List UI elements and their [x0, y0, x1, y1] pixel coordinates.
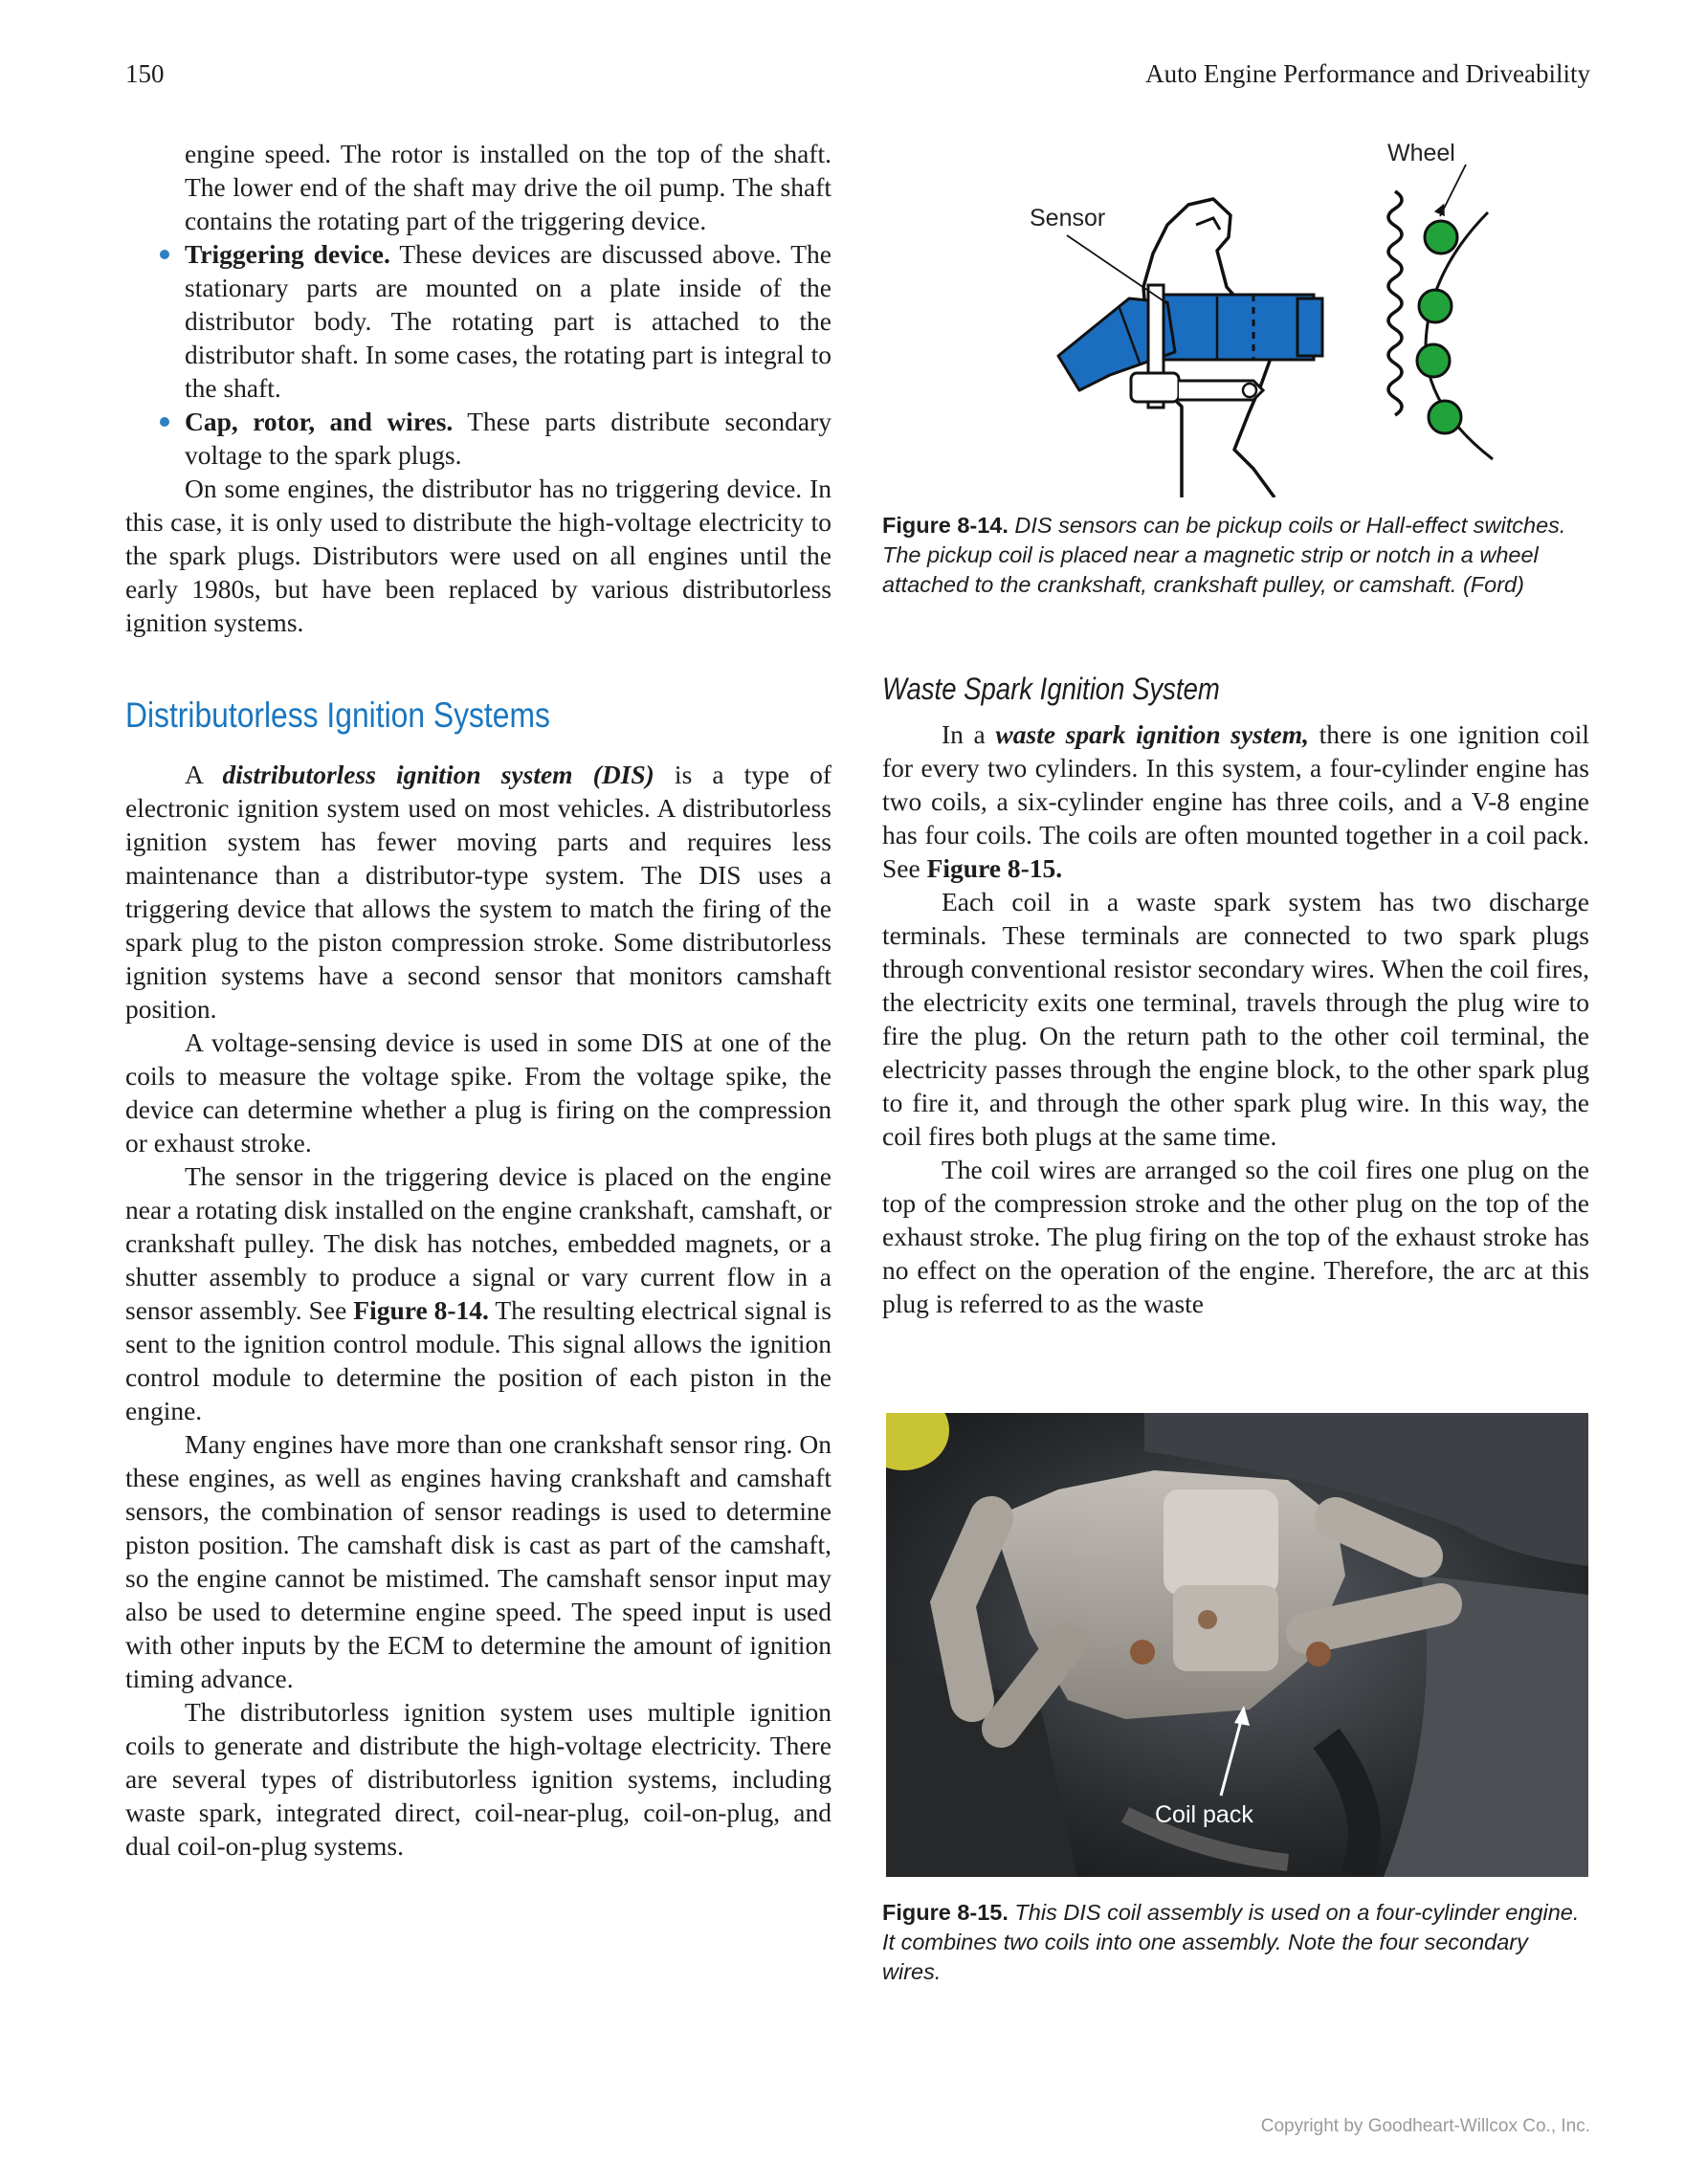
right-column	[882, 670, 1589, 1320]
copyright-notice: Copyright by Goodheart-Willcox Co., Inc.	[1260, 2116, 1590, 2136]
bullet-text: These devices are discussed above. The stationary parts are mounted on a plate inside of the distributor body. The rotating part is attached to the distributor shaft. In some cases, the rotating part is integral to the shaft.	[185, 239, 831, 403]
paragraph-rotor-continued: engine speed. The rotor is installed on the top of the shaft. The lower end of the shaft may drive the oil pump. The shaft contains the rotating part of the triggering device.	[185, 139, 831, 235]
subsection-heading: Waste Spark Ignition System	[882, 672, 1220, 706]
label-wheel: Wheel	[1387, 140, 1455, 166]
bullet-item-triggering-device	[125, 237, 831, 405]
running-header-title: Auto Engine Performance and Driveability	[1145, 59, 1590, 88]
bullet-list	[125, 237, 831, 472]
label-coil-pack: Coil pack	[1155, 1801, 1253, 1828]
paragraph-coil-wires: The coil wires are arranged so the coil fires one plug on the top of the compression stroke and the other plug on the top of the exhaust stroke. The plug firing on the top of the exhaust stroke has no effect on the operation of the engine. Therefore, the arc at this plug is referred to as the waste	[882, 1155, 1589, 1318]
paragraph-voltage-sensing: A voltage-sensing device is used in some DIS at one of the coils to measure the voltage spike. From the voltage spike, the device can determine whether a plug is firing on the compression or exhaust stroke.	[125, 1027, 831, 1158]
page-number: 150	[125, 59, 165, 88]
paragraph-no-triggering: On some engines, the distributor has no triggering device. In this case, it is only used to distribute the high-voltage electricity to the spark plugs. Distributors were used on all engines until the early 1980s, but have been replaced by various distributorless ignition systems.	[125, 474, 831, 637]
figure-8-14-caption	[882, 511, 1588, 600]
figure-reference: Figure 8-15.	[926, 853, 1063, 883]
paragraph-dis-definition: A distributorless ignition system (DIS) is a type of electronic ignition system used on most vehicles. A distributorless ignition system has fewer moving parts and requires less maintenance than a distributor-type system. The DIS uses a triggering device that allows the system to match the firing of the spark plug to the piston compression stroke. Some distributorless ignition systems have a second sensor that monitors camshaft position.	[125, 760, 831, 1024]
left-column	[125, 137, 831, 1863]
section-heading: Distributorless Ignition Systems	[125, 695, 550, 735]
figure-8-14-illustration	[976, 134, 1588, 497]
key-term: distributorless ignition system (DIS)	[222, 760, 654, 789]
bullet-item-cap-rotor-wires	[125, 405, 831, 472]
bullet-lead: Cap, rotor, and wires.	[185, 407, 454, 436]
paragraph-multiple-coils: The distributorless ignition system uses multiple ignition coils to generate and distribute the high-voltage electricity. There are several types of distributorless ignition systems, including waste spark, integrated direct, coil-near-plug, coil-on-plug, and dual coil-on-plug systems.	[125, 1697, 831, 1861]
label-sensor: Sensor	[1030, 205, 1106, 232]
paragraph-multiple-sensors: Many engines have more than one crankshaft sensor ring. On these engines, as well as engines having crankshaft and camshaft sensors, the combination of sensor readings is used to determine piston position. The camshaft disk is cast as part of the camshaft, so the engine cannot be mistimed. The camshaft sensor input may also be used to determine engine speed. The speed input is used with other inputs by the ECM to determine the amount of ignition timing advance.	[125, 1429, 831, 1693]
figure-label: Figure 8-15.	[882, 1900, 1009, 1925]
figure-label: Figure 8-14.	[882, 513, 1009, 538]
bullet-dot-icon	[160, 417, 169, 427]
bullet-lead: Triggering device.	[185, 239, 390, 269]
figure-8-15-caption	[882, 1898, 1588, 1987]
caption-text: DIS sensors can be pickup coils or Hall-effect switches. The pickup coil is placed near a magnetic strip or notch in a wheel attached to the crankshaft, crankshaft pulley, or camshaft. (Ford)	[882, 513, 1566, 597]
paragraph-discharge-terminals: Each coil in a waste spark system has two discharge terminals. These terminals are connected to two spark plugs through conventional resistor secondary wires. When the coil fires, the electricity exits one terminal, travels through the plug wire to fire the plug. On the return path to the other coil terminal, the electricity passes through the engine block, to the other spark plug to fire it, and through the other spark plug wire. In this way, the coil fires both plugs at the same time.	[882, 887, 1589, 1151]
bullet-text: These parts distribute secondary voltage to the spark plugs.	[185, 407, 831, 470]
key-term: waste spark ignition system,	[995, 719, 1309, 749]
bullet-dot-icon	[160, 250, 169, 259]
caption-text: This DIS coil assembly is used on a four-cylinder engine. It combines two coils into one assembly. Note the four secondary wires.	[882, 1900, 1580, 1984]
figure-reference: Figure 8-14.	[353, 1295, 489, 1325]
paragraph-waste-spark: In a waste spark ignition system, there is one ignition coil for every two cylinders. In this system, a four-cylinder engine has two coils, a six-cylinder engine has three coils, and a V-8 engine has four coils. The coils are often mounted together in a coil pack. See Figure 8-15.	[882, 719, 1590, 883]
paragraph-sensor: The sensor in the triggering device is placed on the engine near a rotating disk installed on the engine crankshaft, camshaft, or crankshaft pulley. The disk has notches, embedded magnets, or a shutter assembly to produce a signal or vary current flow in a sensor assembly. See Figure 8-14. The resulting electrical signal is sent to the ignition control module. This signal allows the ignition control module to determine the position of each piston in the engine.	[125, 1161, 831, 1425]
